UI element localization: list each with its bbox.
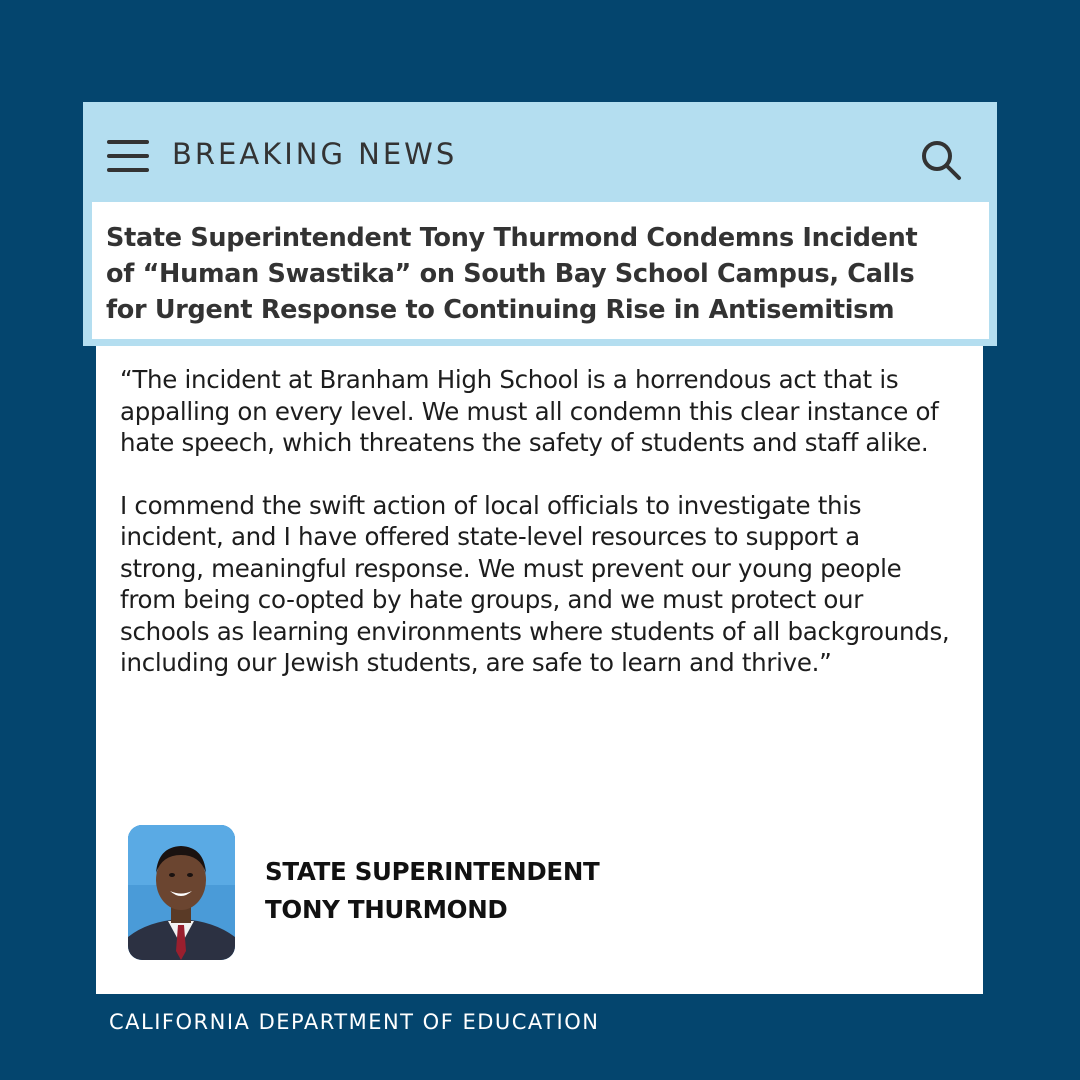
avatar: [128, 825, 235, 960]
headline[interactable]: [106, 220, 979, 328]
attribution-name: TONY THURMOND: [265, 895, 508, 924]
footer-organization: CALIFORNIA DEPARTMENT OF EDUCATION: [109, 1010, 600, 1034]
search-icon[interactable]: [920, 139, 962, 181]
quote-paragraph: “The incident at Branham High School is a horrendous act that is appalling on every level. We must all condemn this clear instance of hate speech, which threatens the safety of students and staff alike.: [120, 365, 939, 457]
quote-paragraph: I commend the swift action of local officials to investigate this incident, and I have offered state-level resources to support a strong, meaningful response. We must prevent our young people from being co-opted by hate groups, and we must protect our schools as learning environments where students of all backgrounds, including our Jewish students, are safe to learn and thrive.”: [120, 490, 950, 677]
header-title: BREAKING NEWS: [172, 137, 458, 171]
hamburger-menu-icon[interactable]: [107, 140, 149, 172]
portrait-photo: [128, 825, 235, 960]
headline-line: of “Human Swastika” on South Bay School Campus, Calls: [106, 259, 915, 289]
attribution: [265, 853, 599, 929]
quote-body: [120, 364, 950, 710]
attribution-title: STATE SUPERINTENDENT: [265, 857, 600, 886]
headline-line: for Urgent Response to Continuing Rise in Antisemitism: [106, 295, 895, 325]
headline-box: [92, 202, 989, 339]
headline-line: State Superintendent Tony Thurmond Condemns Incident: [106, 223, 918, 253]
